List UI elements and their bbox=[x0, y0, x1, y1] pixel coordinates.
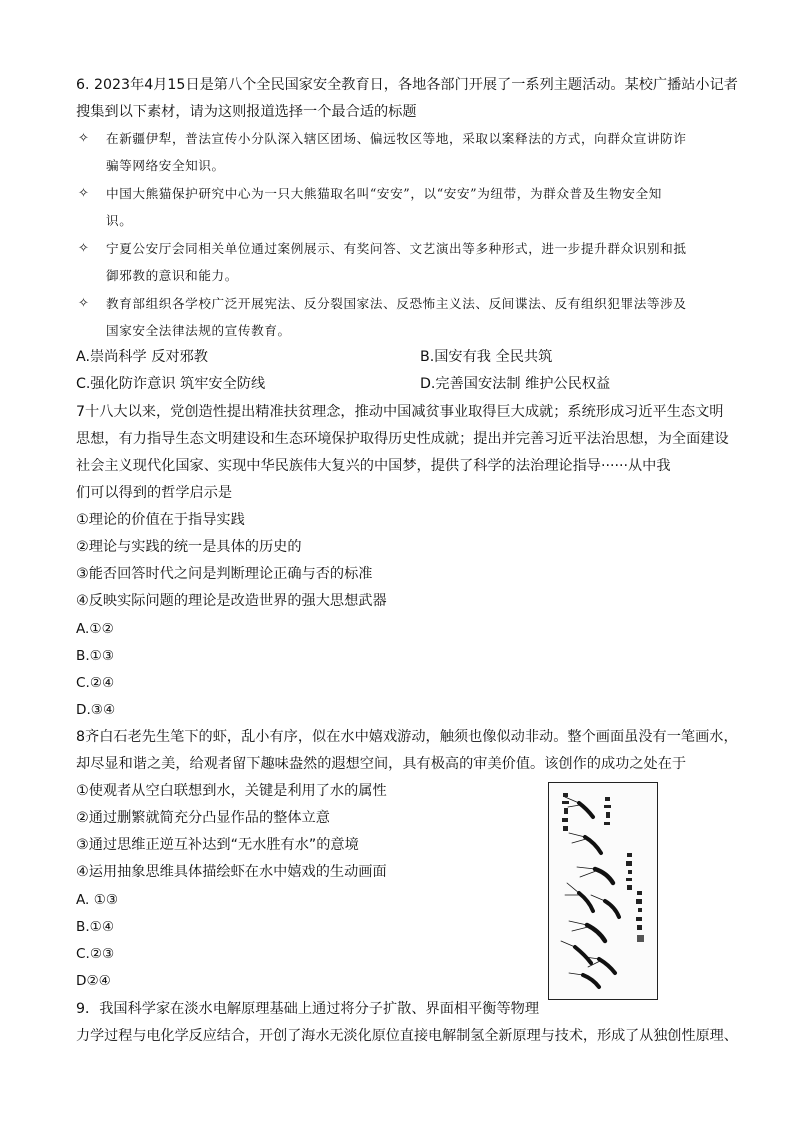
q8-stem-line1: 8齐白石老先生笔下的虾，乱小有序，似在水中嬉戏游动，触须也像似动非动。整个画面虽没有一笔画水， bbox=[76, 729, 738, 745]
q7-statement-3: ③能否回答时代之问是判断理论正确与否的标准 bbox=[76, 566, 373, 582]
q9-stem-line1: 9．我国科学家在淡水电解原理基础上通过将分子扩散、界面相平衡等物理 bbox=[76, 1001, 540, 1017]
shrimp-painting-image bbox=[548, 782, 658, 1000]
q7-statement-1: ①理论的价值在于指导实践 bbox=[76, 512, 245, 528]
q7-stem-line4: 们可以得到的哲学启示是 bbox=[76, 485, 233, 501]
q7-option-c: C.②④ bbox=[76, 675, 115, 691]
q6-material-2-line1: 中国大熊猫保护研究中心为一只大熊猫取名叫“安安”，以“安安”为纽带，为群众普及生物安全知 bbox=[106, 186, 662, 201]
q6-bullet-mark-4: ✧ bbox=[78, 296, 89, 311]
q8-statement-3: ③通过思维正逆互补达到“无水胜有水”的意境 bbox=[76, 837, 359, 853]
q6-option-c: C.强化防诈意识 筑牢安全防线 bbox=[76, 376, 266, 392]
q8-option-a: A. ①③ bbox=[76, 892, 119, 908]
q6-stem-line1: 6. 2023年4月15日是第八个全民国家安全教育日，各地各部门开展了一系列主题活动。某校广播站小记者 bbox=[76, 77, 738, 93]
q8-option-b: B.①④ bbox=[76, 919, 115, 935]
q6-bullet-mark-3: ✧ bbox=[78, 241, 89, 256]
q8-stem-line2: 却尽显和谐之美，给观者留下趣味盎然的遐想空间，具有极高的审美价值。该创作的成功之处在于 bbox=[76, 756, 687, 772]
q8-statement-2: ②通过删繁就简充分凸显作品的整体立意 bbox=[76, 810, 330, 826]
q6-bullet-mark-2: ✧ bbox=[78, 186, 89, 201]
calligraphy-inscription bbox=[562, 793, 644, 942]
q9-stem-line2: 力学过程与电化学反应结合，开创了海水无淡化原位直接电解制氢全新原理与技术，形成了从独创性原理、 bbox=[76, 1028, 738, 1044]
q6-material-1-line2: 骗等网络安全知识。 bbox=[106, 158, 225, 173]
q7-stem-line3: 社会主义现代化国家、实现中华民族伟大复兴的中国梦，提供了科学的法治理论指导······从中我 bbox=[76, 458, 671, 474]
q7-statement-4: ④反映实际问题的理论是改造世界的强大思想武器 bbox=[76, 593, 387, 609]
shrimp-painting-svg bbox=[549, 783, 656, 998]
q6-option-b: B.国安有我 全民共筑 bbox=[420, 349, 553, 365]
q6-bullet-mark-1: ✧ bbox=[78, 131, 89, 146]
q6-option-d: D.完善国安法制 维护公民权益 bbox=[420, 376, 611, 392]
q7-option-d: D.③④ bbox=[76, 702, 116, 718]
q6-option-a: A.崇尚科学 反对邪教 bbox=[76, 349, 208, 365]
q7-option-a: A.①② bbox=[76, 621, 114, 637]
q8-option-c: C.②③ bbox=[76, 946, 115, 962]
q7-option-b: B.①③ bbox=[76, 648, 115, 664]
q6-material-3-line1: 宁夏公安厅会同相关单位通过案例展示、有奖问答、文艺演出等多种形式，进一步提升群众识别和抵 bbox=[106, 241, 687, 256]
q6-material-4-line2: 国家安全法律法规的宣传教育。 bbox=[106, 323, 291, 338]
q8-option-d: D②④ bbox=[76, 973, 111, 989]
q6-material-4-line1: 教育部组织各学校广泛开展宪法、反分裂国家法、反恐怖主义法、反间谍法、反有组织犯罪法等涉及 bbox=[106, 296, 687, 311]
q6-material-1-line1: 在新疆伊犁，普法宣传小分队深入辖区团场、偏远牧区等地，采取以案释法的方式，向群众宣讲防诈 bbox=[106, 131, 687, 146]
shrimp-group bbox=[561, 797, 619, 987]
q6-material-2-line2: 识。 bbox=[106, 213, 133, 228]
q7-statement-2: ②理论与实践的统一是具体的历史的 bbox=[76, 539, 302, 555]
q6-stem-line2: 搜集到以下素材，请为这则报道选择一个最合适的标题 bbox=[76, 104, 417, 120]
q8-statement-4: ④运用抽象思维具体描绘虾在水中嬉戏的生动画面 bbox=[76, 864, 387, 880]
q8-statement-1: ①使观者从空白联想到水，关键是利用了水的属性 bbox=[76, 783, 387, 799]
q7-stem-line2: 思想，有力指导生态文明建设和生态环境保护取得历史性成就；提出并完善习近平法治思想，为全面建设 bbox=[76, 431, 729, 447]
q7-stem-line1: 7十八大以来，党创造性提出精准扶贫理念，推动中国减贫事业取得巨大成就；系统形成习近平生态文明 bbox=[76, 404, 724, 420]
q6-material-3-line2: 御邪教的意识和能力。 bbox=[106, 268, 238, 283]
